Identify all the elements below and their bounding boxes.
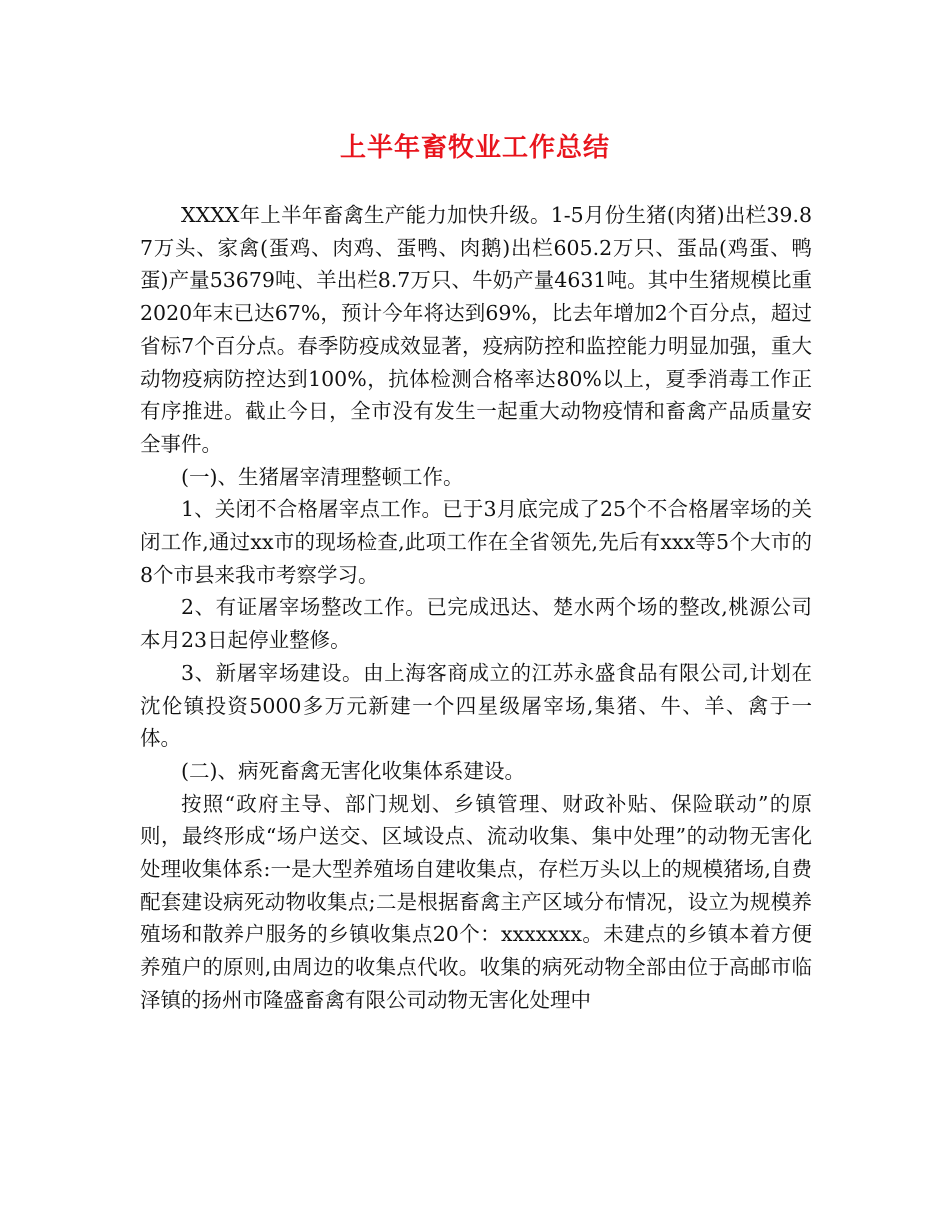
paragraph-item-2: 2、有证屠宰场整改工作。已完成迅达、楚水两个场的整改,桃源公司本月23日起停业整修。	[140, 595, 812, 653]
section-heading-slaughter: (一)、生猪屠宰清理整顿工作。	[181, 464, 464, 489]
paragraph-disposal-system: 按照“政府主导、部门规划、乡镇管理、财政补贴、保险联动”的原则，最终形成“场户送交、区域设点、流动收集、集中处理”的动物无害化处理收集体系:一是大型养殖场自建收集点，存栏万头以上的规模猪场,自费配套建设病死动物收集点;二是根据畜禽主产区域分布情况，设立为规模养殖场和散养户服务的乡镇收集点20个：xxxxxxx。未建点的乡镇本着方便养殖户的原则,由周边的收集点代收。收集的病死动物全部由位于高邮市临泽镇的扬州市隆盛畜禽有限公司动物无害化处理中	[140, 791, 812, 1012]
section-heading-disposal: (二)、病死畜禽无害化收集体系建设。	[181, 758, 525, 783]
paragraph-summary: XXXX年上半年畜禽生产能力加快升级。1-5月份生猪(肉猪)出栏39.87万头、家禽(蛋鸡、肉鸡、蛋鸭、肉鹅)出栏605.2万只、蛋品(鸡蛋、鸭蛋)产量53679吨、羊出栏8.7万只、牛奶产量4631吨。其中生猪规模比重2020年末已达67%，预计今年将达到69%，比去年增加2个百分点，超过省标7个百分点。春季防疫成效显著，疫病防控和监控能力明显加强，重大动物疫病防控达到100%，抗体检测合格率达80%以上，夏季消毒工作正有序推进。截止今日，全市没有发生一起重大动物疫情和畜禽产品质量安全事件。	[140, 203, 812, 456]
paragraph-item-1: 1、关闭不合格屠宰点工作。已于3月底完成了25个不合格屠宰场的关闭工作,通过xx市的现场检查,此项工作在全省领先,先后有xxx等5个大市的8个市县来我市考察学习。	[140, 497, 812, 587]
document-body	[140, 199, 812, 1017]
paragraph-item-3: 3、新屠宰场建设。由上海客商成立的江苏永盛食品有限公司,计划在沈伦镇投资5000多万元新建一个四星级屠宰场,集猪、牛、羊、禽于一体。	[140, 660, 812, 751]
document-title: 上半年畜牧业工作总结	[339, 133, 610, 163]
